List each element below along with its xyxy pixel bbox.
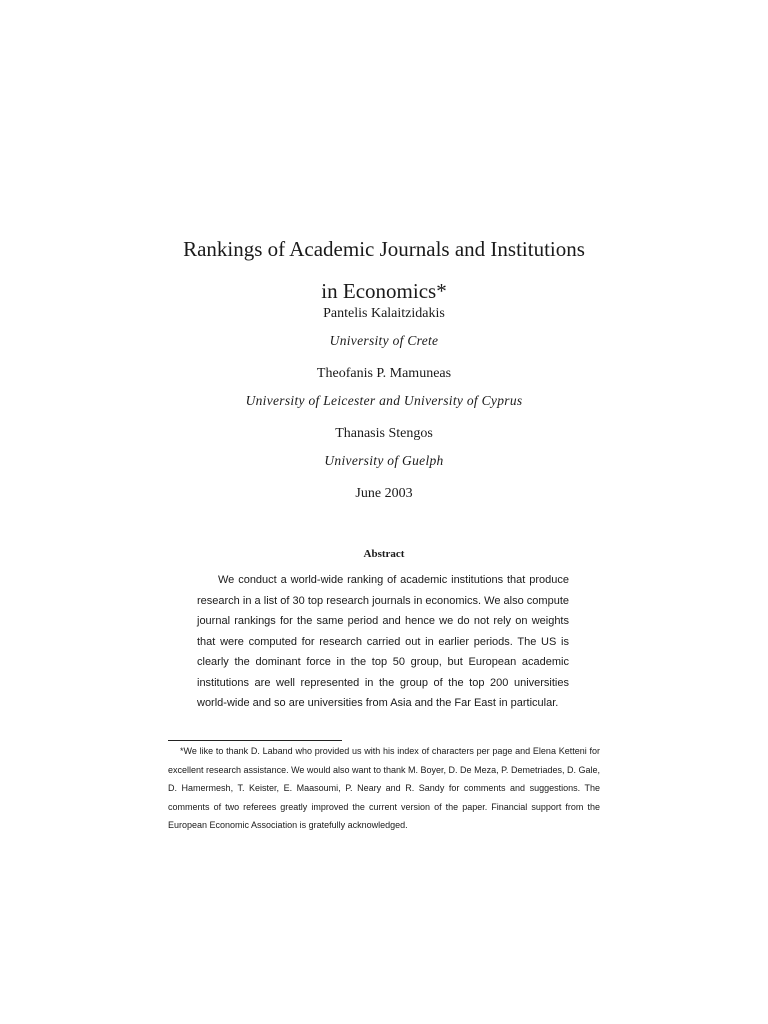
author-name-1: Pantelis Kalaitzidakis: [323, 306, 445, 321]
paper-title: [0, 228, 768, 312]
abstract-heading: Abstract: [363, 548, 405, 560]
author-affiliation-2: University of Leicester and University of Cyprus: [245, 393, 523, 408]
title-line-1: Rankings of Academic Journals and Institutions: [183, 237, 585, 262]
author-affiliation-3: University of Guelph: [324, 453, 444, 468]
author-name-2: Theofanis P. Mamuneas: [316, 366, 452, 381]
author-affiliation-1: University of Crete: [329, 333, 439, 348]
publication-date: June 2003: [355, 486, 413, 501]
abstract-text: We conduct a world-wide ranking of academic institutions that produce research in a list of 30 top research journals in economics. We also compute journal rankings for the same period and hence we do not rely on weights that were computed for research carried out in earlier periods. The US is clearly the dominant force in the top 50 group, but European academic institutions are well represented in the group of the top 200 universities world-wide and so are universities from Asia and the Far East in particular.: [197, 574, 569, 709]
author-name-3: Thanasis Stengos: [335, 426, 433, 441]
footnote-text: *We like to thank D. Laband who provided us with his index of characters per page and Elena Ketteni for excellent research assistance. We would also want to thank M. Boyer, D. De Meza, P. Demetriades, D. Gale, D. Hamermesh, T. Keister, E. Maasoumi, P. Neary and R. Sandy for comments and suggestions. The comments of two referees greatly improved the current version of the paper. Financial support from the European Economic Association is gratefully acknowledged.: [168, 746, 600, 830]
footnote-rule: [168, 740, 342, 741]
title-line-2: in Economics*: [321, 279, 447, 304]
